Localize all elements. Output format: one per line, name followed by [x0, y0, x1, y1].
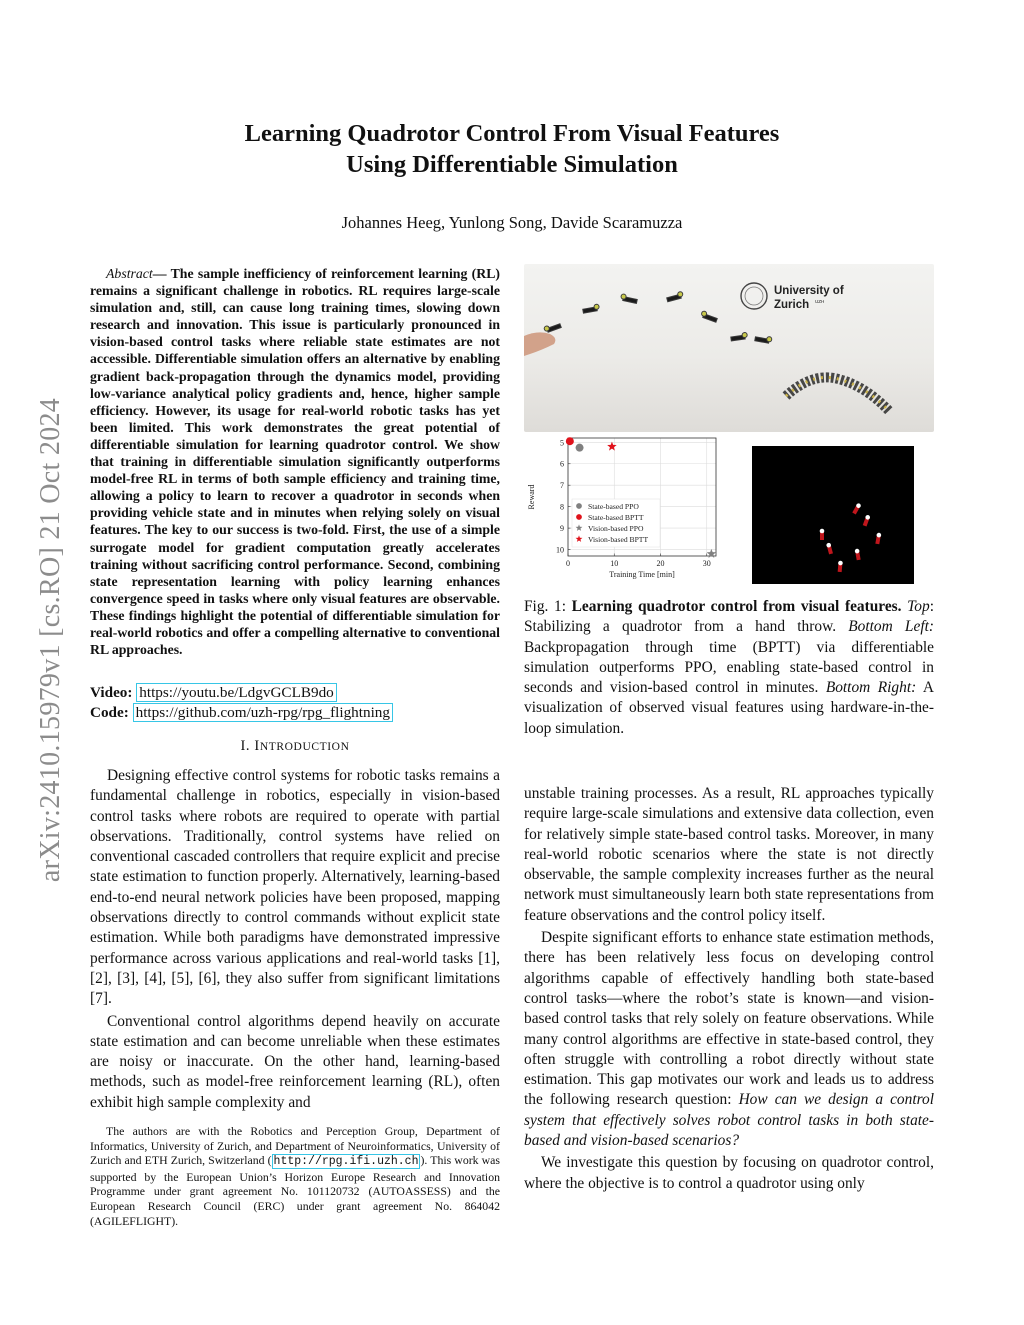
- author-list: Johannes Heeg, Yunlong Song, Davide Scaramuzza: [341, 213, 683, 232]
- right-paragraph-2: Despite significant efforts to enhance state estimation methods, there has been relatively less focus on developing control algorithms capable of effectively handling both state-based control tasks—where the robot’s state is known—and vision-based control tasks that rely solely on feature observations. While many control algorithms are effective in state-based control, they often struggle with controlling a robot directly without state estimation. This gap motivates our work and leads us to address the following research question: How can we design a control system that effectively solves robot control tasks in both state-based and vision-based scenarios?: [524, 929, 934, 1150]
- introduction-left-column: [90, 766, 500, 1115]
- section-first-letter: I: [254, 738, 260, 754]
- x-tick-label: 30: [702, 559, 711, 568]
- section-heading-introduction: [90, 738, 500, 755]
- y-tick-label: 10: [556, 545, 564, 555]
- code-label: Code:: [90, 704, 129, 721]
- y-tick-label: 7: [560, 481, 564, 491]
- introduction-right-column: [524, 784, 934, 1196]
- hand-shape: [524, 332, 555, 356]
- legend-label: State-based BPTT: [588, 512, 644, 522]
- x-tick-label: 20: [656, 559, 665, 568]
- caption-top-text: : Stabilizing a quadrotor from a hand throw.: [524, 598, 934, 636]
- y-tick-label: 6: [560, 459, 564, 469]
- y-axis-label: Reward: [527, 484, 536, 510]
- caption-bottom-left-text: Backpropagation through time (BPTT) via differentiable simulation outperforms PPO, enabling state-based control in seconds and vision-based control in minutes.: [524, 638, 934, 697]
- data-point-state-based-ppo: [576, 444, 584, 452]
- x-tick-label: 0: [566, 559, 570, 568]
- quadrotor-silhouettes: [544, 291, 773, 343]
- legend-label: Vision-based BPTT: [588, 534, 649, 544]
- abstract: [90, 265, 500, 658]
- right-paragraph-3: We investigate this question by focusing on quadrotor control, where the objective is to control a quadrotor using only: [524, 1154, 934, 1192]
- abstract-label: Abstract: [106, 266, 153, 281]
- section-title-rest: NTRODUCTION: [259, 741, 350, 753]
- links-block: [90, 683, 500, 723]
- caption-title: Learning quadrotor control from visual features.: [571, 598, 902, 615]
- paper-title: [150, 118, 874, 180]
- x-axis-label: Training Time [min]: [609, 570, 675, 579]
- right-paragraph-1: unstable training processes. As a result, RL approaches typically require large-scale simulations and extensive data collection, even for relatively simple state-based control tasks. Moreover, in many real-world robotic scenarios where the state is not directly observable, the sample complexity increases further as the neural network must simultaneously learn both state representations from feature observations and the control policy itself.: [524, 785, 934, 924]
- recovery-arc: [786, 377, 890, 412]
- affiliation-footnote: [90, 1124, 500, 1228]
- visual-features-render: [752, 446, 914, 584]
- intro-paragraph-2: Conventional control algorithms depend heavily on accurate state estimation and can become unreliable when these estimates are noisy or inaccurate. On the other hand, learning-based methods, such as model-free reinforcement learning (RL), often exhibit high sample complexity and: [90, 1012, 500, 1111]
- footnote-text-before: The authors are with the Robotics and Perception Group, Department of Informatics, University of Zurich, and Department of Neuroinformatics, University of Zurich and ETH Zurich, Switzerland (: [90, 1124, 500, 1168]
- legend-marker: [576, 514, 582, 520]
- caption-bottom-right-label: Bottom Right:: [825, 679, 917, 697]
- y-tick-label: 5: [560, 438, 564, 448]
- logo-sup: UZH: [815, 299, 825, 304]
- abstract-text: The sample inefficiency of reinforcement learning (RL) remains a significant challenge in robotics. RL requires large-scale simulation and, still, can cause long training times, slowing down research and innovation. This issue is particularly pronounced in vision-based control tasks where reliable state estimates are not accessible. Differentiable simulation offers an alternative by enabling gradient back-propagation through the dynamics model, providing low-variance analytical policy gradients and, hence, higher sample efficiency. However, its usage for real-world robotic tasks has yet been limited. This work demonstrates the great potential of differentiable simulation for learning quadrotor control. We show that training in differentiable simulation significantly outperforms model-free RL in terms of both sample efficiency and training time, allowing a policy to learn to recover a quadrotor in seconds when providing vehicle state and in minutes when relying solely on visual features. The key to our success is two-fold. First, the use of a simple surrogate model for gradient computation greatly accelerates training without sacrificing control performance. Second, combining state representation learning with policy learning enhances convergence speed in tasks where only visual features are observable. These findings highlight the potential of differentiable simulation for real-world robotics and offer a compelling alternative to conventional RL approaches.: [90, 266, 500, 658]
- abstract-dash: —: [152, 266, 171, 281]
- footnote-text-after: ). This work was supported by the European Union’s Horizon Europe Research and Innovation Programme under grant agreement No. 101120732 (AUTOASSESS) and the European Research Council (ERC) under grant agreement No. 864042 (AGILEFLIGHT).: [90, 1153, 500, 1228]
- caption-bottom-left-label: Bottom Left:: [848, 618, 935, 636]
- logo-line-2: Zurich: [774, 299, 810, 311]
- reward-scatter-chart: [524, 434, 740, 586]
- caption-top-label: Top: [907, 598, 930, 615]
- visual-features-visualization: [752, 446, 914, 584]
- y-tick-label: 9: [560, 524, 564, 534]
- title-line-2: Using Differentiable Simulation: [346, 151, 678, 178]
- dark-background: [752, 446, 914, 584]
- legend-label: State-based PPO: [588, 501, 639, 511]
- x-tick-label: 10: [610, 559, 619, 568]
- legend-label: Vision-based PPO: [588, 523, 644, 533]
- intro-paragraph-1: Designing effective control systems for robotic tasks remains a fundamental challenge in robotics, especially in vision-based control tasks where robots are required to operate with partial observations. Traditionally, control systems have relied on conventional cascaded controllers that require explicit and precise state estimation to function properly. Alternatively, learning-based end-to-end neural network policies have been proposed, mapping observations directly to control commands without explicit state estimation. While both paradigms have demonstrated impressive performance across various applications and real-world tasks [1], [2], [3], [4], [5], [6], they also suffer from significant limitations [7].: [90, 767, 500, 1008]
- footnote-url[interactable]: http://rpg.ifi.uzh.ch: [273, 1155, 419, 1169]
- video-link-row: [90, 683, 500, 703]
- figure-caption: [524, 597, 934, 739]
- video-link[interactable]: https://youtu.be/LdgvGCLB9do: [136, 683, 337, 702]
- arxiv-identifier: arXiv:2410.15979v1 [cs.RO] 21 Oct 2024: [35, 397, 66, 883]
- title-line-1: Learning Quadrotor Control From Visual Features: [244, 120, 780, 147]
- caption-bottom-right-text: A visualization of observed visual features using hardware-in-the-loop simulation.: [524, 679, 934, 737]
- university-seal-inner: [745, 287, 763, 305]
- code-link[interactable]: https://github.com/uzh-rpg/rpg_flightning: [133, 703, 393, 722]
- y-tick-label: 8: [560, 502, 564, 512]
- logo-line-1: University of: [774, 285, 844, 297]
- data-point-state-based-bptt: [566, 437, 574, 445]
- caption-label: Fig. 1:: [524, 598, 566, 615]
- section-number: I.: [240, 738, 251, 754]
- code-link-row: [90, 703, 500, 723]
- figure-top-photo: [524, 264, 934, 432]
- quadrotor-trajectory-illustration: [524, 264, 934, 432]
- video-label: Video:: [90, 684, 133, 701]
- legend-marker: [576, 503, 582, 509]
